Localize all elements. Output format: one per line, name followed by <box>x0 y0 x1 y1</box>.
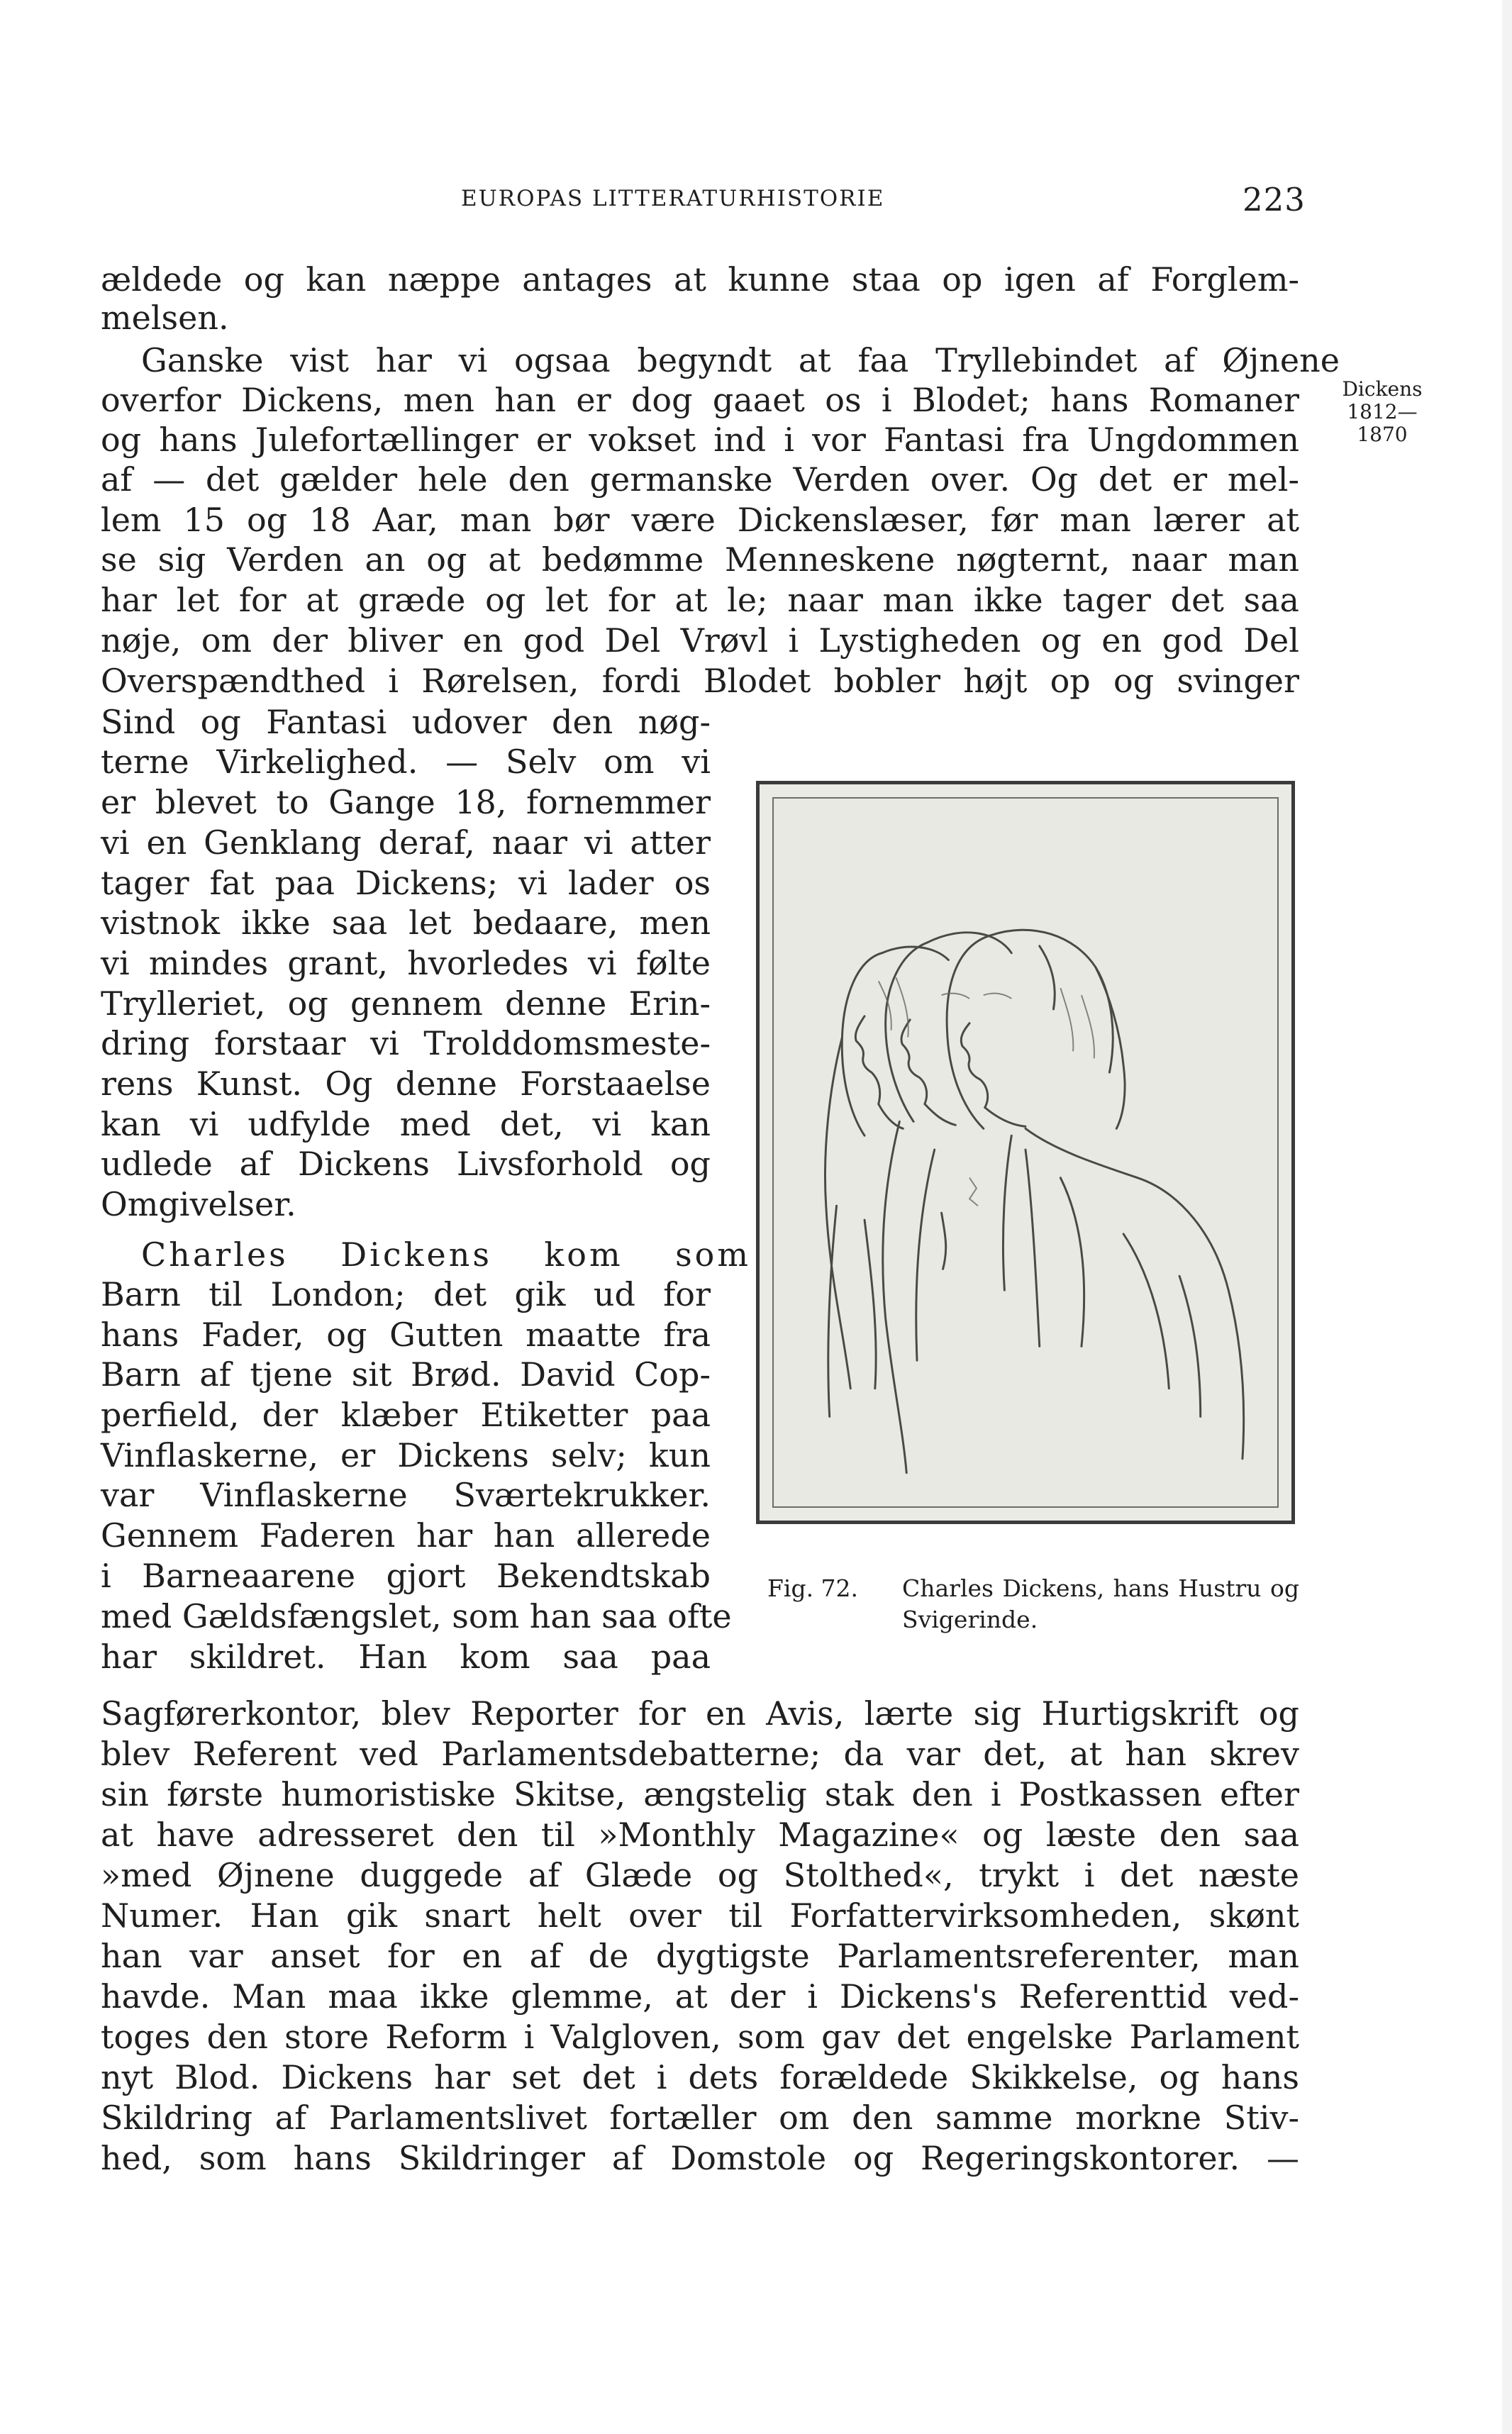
text-line: Overspændthed i Rørelsen, fordi Blodet bobler højt op og svinger <box>101 662 1299 700</box>
text-line: vi mindes grant, hvorledes vi følte <box>101 944 711 982</box>
text-line: Sind og Fantasi udover den nøg- <box>101 703 711 741</box>
text-line: han var anset for en af de dygtigste Parlamentsreferenter, man <box>101 1937 1299 1975</box>
text-line: hed, som hans Skildringer af Domstole og Regeringskontorer. — <box>101 2139 1299 2177</box>
figure-label: Fig. 72. <box>767 1574 859 1602</box>
text-line: se sig Verden an og at bedømme Menneskene nøgternt, naar man <box>101 540 1299 579</box>
text-line: perfield, der klæber Etiketter paa <box>101 1396 711 1434</box>
portrait-sketch <box>760 784 1291 1521</box>
text-line: nyt Blod. Dickens har set det i dets forældede Skikkelse, og hans <box>101 2058 1299 2096</box>
text-line: at have adresseret den til »Monthly Magazine« og læste den saa <box>101 1816 1299 1854</box>
text-line: i Barneaarene gjort Bekendtskab <box>101 1557 711 1595</box>
running-title: EUROPAS LITTERATURHISTORIE <box>461 186 885 211</box>
text-line: tager fat paa Dickens; vi lader os <box>101 864 711 902</box>
text-line: hans Fader, og Gutten maatte fra <box>101 1316 711 1354</box>
text-line: med Gældsfængslet, som han saa ofte <box>101 1597 732 1635</box>
text-line: var Vinflaskerne Sværtekrukker. <box>101 1476 711 1514</box>
text-line: udlede af Dickens Livsforhold og <box>101 1145 711 1183</box>
text-line: har let for at græde og let for at le; naar man ikke tager det saa <box>101 581 1299 619</box>
text-line: Vinflaskerne, er Dickens selv; kun <box>101 1436 711 1474</box>
text-line: og hans Julefortællinger er vokset ind i vor Fantasi fra Ungdommen <box>101 421 1299 459</box>
margin-note-years: 1812—1870 <box>1347 400 1418 446</box>
page-number: 223 <box>1243 181 1306 218</box>
text-line: kan vi udfylde med det, vi kan <box>101 1105 711 1143</box>
text-line: rens Kunst. Og denne Forstaaelse <box>101 1065 711 1103</box>
text-line: terne Virkelighed. — Selv om vi <box>101 743 711 781</box>
text-line: Gennem Faderen har han allerede <box>101 1516 711 1555</box>
text-line: havde. Man maa ikke glemme, at der i Dickens's Referenttid ved- <box>101 1977 1299 2016</box>
text-line: Numer. Han gik snart helt over til Forfattervirksomheden, skønt <box>101 1896 1299 1935</box>
figure-caption-text: Charles Dickens, hans Hustru og Svigerinde. <box>902 1574 1299 1633</box>
text-line: Skildring af Parlamentslivet fortæller om den samme morkne Stiv- <box>101 2099 1299 2137</box>
portrait-illustration <box>756 781 1295 1524</box>
text-line: Omgivelser. <box>101 1185 296 1223</box>
text-line: ældede og kan næppe antages at kunne staa op igen af Forglem- <box>101 260 1299 299</box>
text-line: melsen. <box>101 299 229 337</box>
text-line: af — det gælder hele den germanske Verden over. Og det er mel- <box>101 460 1299 499</box>
text-line: blev Referent ved Parlamentsdebatterne; da var det, at han skrev <box>101 1735 1299 1773</box>
text-line: vi en Genklang deraf, naar vi atter <box>101 823 711 862</box>
text-line: »med Øjnene duggede af Glæde og Stolthed«, trykt i det næste <box>101 1856 1299 1894</box>
text-line: har skildret. Han kom saa paa <box>101 1638 711 1676</box>
page-edge <box>1502 0 1512 2434</box>
text-line: Sagførerkontor, blev Reporter for en Avis, lærte sig Hurtigskrift og <box>101 1694 1299 1733</box>
text-line: toges den store Reform i Valgloven, som gav det engelske Parlament <box>101 2018 1299 2056</box>
text-line: vistnok ikke saa let bedaare, men <box>101 904 711 942</box>
text-line: Barn til London; det gik ud for <box>101 1275 711 1313</box>
text-line: Ganske vist har vi ogsaa begyndt at faa Tryllebindet af Øjnene <box>141 341 1340 379</box>
text-line: nøje, om der bliver en god Del Vrøvl i Lystigheden og en god Del <box>101 621 1299 660</box>
text-line: Charles Dickens kom som <box>141 1235 751 1274</box>
text-line: er blevet to Gange 18, fornemmer <box>101 783 711 821</box>
text-line: Trylleriet, og gennem denne Erin- <box>101 984 711 1023</box>
text-line: Barn af tjene sit Brød. David Cop- <box>101 1355 711 1394</box>
text-line: dring forstaar vi Trolddomsmeste- <box>101 1024 711 1062</box>
text-line: overfor Dickens, men han er dog gaaet os i Blodet; hans Romaner <box>101 381 1299 419</box>
margin-note-name: Dickens <box>1342 377 1423 401</box>
text-line: lem 15 og 18 Aar, man bør være Dickenslæser, før man lærer at <box>101 501 1299 539</box>
text-line: sin første humoristiske Skitse, ængstelig stak den i Postkassen efter <box>101 1775 1299 1813</box>
margin-note <box>1325 378 1440 446</box>
